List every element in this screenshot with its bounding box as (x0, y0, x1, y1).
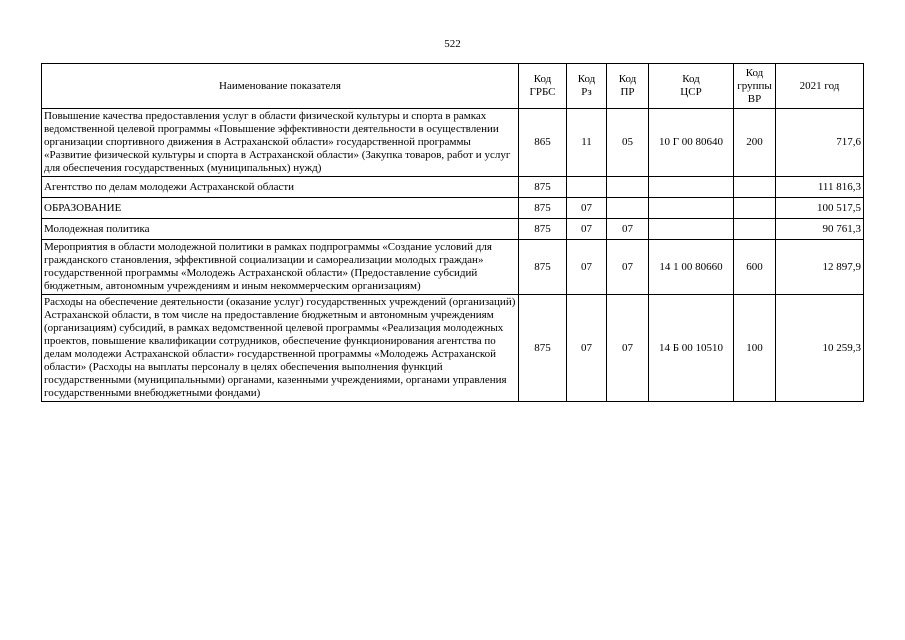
row-csr (649, 177, 734, 198)
row-name: Повышение качества предоставления услуг в области физической культуры и спорта в рамках ведомственной целевой программы «Повышение эффективности деятельности в осуществлении организации спортивного движения в Астраханской области» государственной программы «Развитие физической культуры и спорта в Астраханской области» (Закупка товаров, работ и услуг для обеспечения государственных (муниципальных) нужд) (42, 109, 519, 177)
row-pr (607, 198, 649, 219)
table-row (42, 240, 864, 295)
row-rz: 07 (567, 219, 607, 240)
row-rz: 07 (567, 295, 607, 402)
header-pr-line2: ПР (620, 86, 635, 98)
table-row (42, 219, 864, 240)
header-rz (567, 64, 607, 109)
row-csr (649, 219, 734, 240)
row-amount: 100 517,5 (776, 198, 864, 219)
page-number: 522 (444, 38, 461, 50)
table-row (42, 109, 864, 177)
row-csr: 10 Г 00 80640 (649, 109, 734, 177)
row-name: Молодежная политика (42, 219, 519, 240)
row-pr: 07 (607, 295, 649, 402)
row-pr: 05 (607, 109, 649, 177)
header-pr (607, 64, 649, 109)
header-row (42, 64, 864, 109)
row-csr (649, 198, 734, 219)
header-vr (734, 64, 776, 109)
row-grbs: 875 (519, 177, 567, 198)
row-amount: 10 259,3 (776, 295, 864, 402)
row-vr: 200 (734, 109, 776, 177)
row-rz: 07 (567, 198, 607, 219)
row-pr (607, 177, 649, 198)
row-amount: 90 761,3 (776, 219, 864, 240)
row-rz: 11 (567, 109, 607, 177)
header-name: Наименование показателя (42, 64, 519, 109)
row-csr: 14 Б 00 10510 (649, 295, 734, 402)
row-name: ОБРАЗОВАНИЕ (42, 198, 519, 219)
row-vr (734, 198, 776, 219)
header-vr-line1: Код (745, 66, 764, 79)
row-name: Агентство по делам молодежи Астраханской области (42, 177, 519, 198)
row-pr: 07 (607, 219, 649, 240)
header-pr-line1: Код (618, 73, 637, 85)
budget-table (41, 63, 864, 402)
header-rz-line1: Код (577, 73, 596, 85)
row-vr: 600 (734, 240, 776, 295)
header-vr-line3: ВР (747, 92, 762, 105)
row-vr: 100 (734, 295, 776, 402)
header-grbs-line2: ГРБС (529, 86, 556, 98)
header-csr-line2: ЦСР (680, 86, 702, 98)
header-vr-line2: группы (737, 79, 772, 92)
row-grbs: 865 (519, 109, 567, 177)
header-csr-line1: Код (682, 73, 700, 85)
row-amount: 12 897,9 (776, 240, 864, 295)
row-name: Мероприятия в области молодежной политики в рамках подпрограммы «Создание условий для гражданского становления, эффективной социализации и самореализации молодых граждан» государственной программы «Молодежь Астраханской области» (Предоставление субсидий бюджетным, автономным учреждениям и иным некоммерческим организациям) (42, 240, 519, 295)
row-csr: 14 1 00 80660 (649, 240, 734, 295)
row-vr (734, 219, 776, 240)
row-rz (567, 177, 607, 198)
row-name: Расходы на обеспечение деятельности (оказание услуг) государственных учреждений (организаций) Астраханской области, в том числе на предоставление бюджетным и автономным учреждениям (организациям) субсидий, в рамках ведомственной целевой программы «Реализация молодежных проектов, повышение квалификации сотрудников, обеспечение функционирования агентства по делам молодежи Астраханской области» государственной программы «Молодежь Астраханской области» (Расходы на выплаты персоналу в целях обеспечения выполнения функций государственными (муниципальными) органами, казенными учреждениями, органами управления государственными внебюджетными фондами) (42, 295, 519, 402)
header-rz-line2: Рз (581, 86, 592, 98)
header-csr (649, 64, 734, 109)
row-grbs: 875 (519, 240, 567, 295)
row-grbs: 875 (519, 295, 567, 402)
header-year: 2021 год (776, 64, 864, 109)
row-grbs: 875 (519, 219, 567, 240)
row-amount: 111 816,3 (776, 177, 864, 198)
table-row (42, 295, 864, 402)
row-vr (734, 177, 776, 198)
row-amount: 717,6 (776, 109, 864, 177)
row-rz: 07 (567, 240, 607, 295)
header-grbs-line1: Код (533, 73, 552, 85)
table-row (42, 198, 864, 219)
row-grbs: 875 (519, 198, 567, 219)
row-pr: 07 (607, 240, 649, 295)
header-grbs (519, 64, 567, 109)
table-row (42, 177, 864, 198)
